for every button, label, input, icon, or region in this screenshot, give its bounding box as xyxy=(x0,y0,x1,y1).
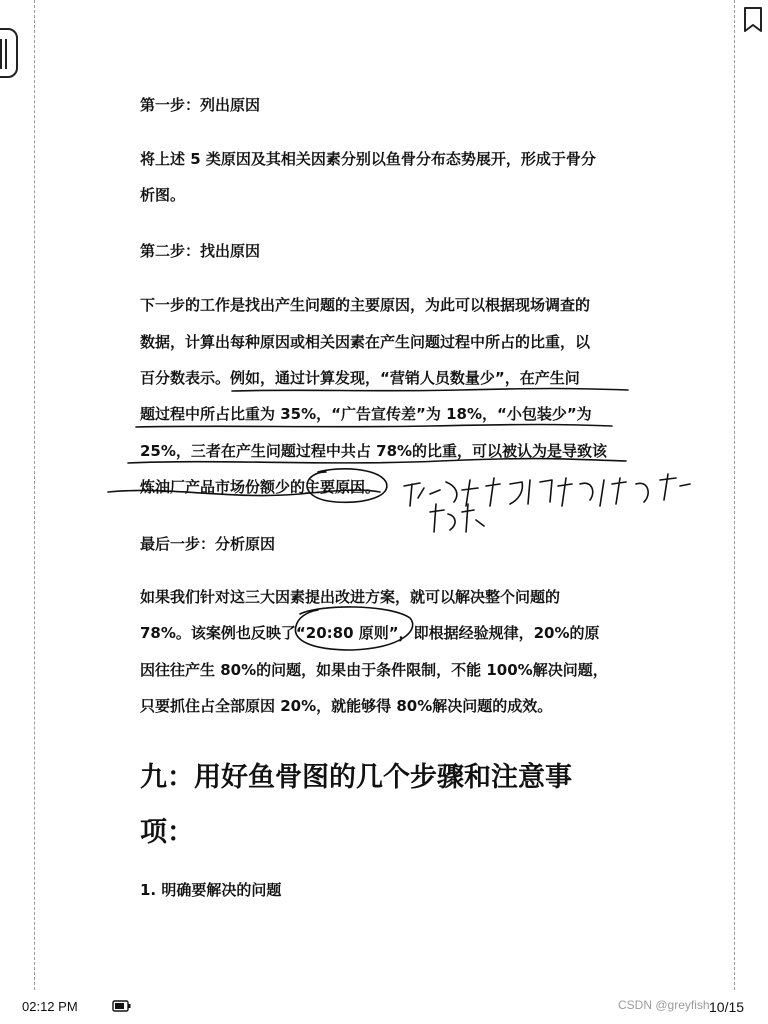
paragraph-line: 下一步的工作是找出产生问题的主要原因，为此可以根据现场调查的 xyxy=(140,296,591,314)
paragraph-line: 只要抓住占全部原因 20%，就能够得 80%解决问题的成效。 xyxy=(140,697,553,715)
paragraph-line: 析图。 xyxy=(140,186,186,204)
handwriting-note xyxy=(404,474,690,506)
left-margin-line xyxy=(34,0,35,990)
underline-stroke xyxy=(136,425,612,428)
step3-heading: 最后一步：分析原因 xyxy=(140,535,276,553)
sidebar-handle-icon xyxy=(0,39,8,69)
paragraph-line: 将上述 5 类原因及其相关因素分别以鱼骨分布态势展开，形成于骨分 xyxy=(140,150,596,168)
handwriting-note xyxy=(430,504,484,532)
paragraph-line: 25%，三者在产生问题过程中共占 78%的比重，可以被认为是导致该 xyxy=(140,442,608,460)
subsection-heading: 1. 明确要解决的问题 xyxy=(140,881,282,899)
step2-heading: 第二步：找出原因 xyxy=(140,242,261,260)
sidebar-handle-button[interactable] xyxy=(0,28,18,78)
paragraph-line: 数据，计算出每种原因或相关因素在产生问题过程中所占的比重，以 xyxy=(140,333,591,351)
section-title: 项： xyxy=(140,817,194,848)
bookmark-icon[interactable] xyxy=(742,6,764,34)
step1-heading: 第一步：列出原因 xyxy=(140,96,261,114)
paragraph-line: 题过程中所占比重为 35%，“广告宣传差”为 18%，“小包装少”为 xyxy=(140,405,592,423)
right-margin-line xyxy=(734,0,735,990)
paragraph-line: 炼油厂产品市场份额少的主要原因。 xyxy=(140,478,381,496)
page-indicator[interactable]: 10/15 xyxy=(709,999,745,1015)
paragraph-line: 如果我们针对这三大因素提出改进方案，就可以解决整个问题的 xyxy=(140,588,561,606)
section-title: 九：用好鱼骨图的几个步骤和注意事 xyxy=(140,762,572,793)
paragraph-line: 百分数表示。例如，通过计算发现，“营销人员数量少”，在产生问 xyxy=(140,369,580,387)
battery-icon xyxy=(112,1000,132,1012)
clock-time: 02:12 PM xyxy=(22,999,78,1014)
paragraph-line: 78%。该案例也反映了“20:80 原则”，即根据经验规律，20%的原 xyxy=(140,624,600,642)
underline-stroke xyxy=(232,389,628,392)
paragraph-line: 因往往产生 80%的问题，如果由于条件限制，不能 100%解决问题， xyxy=(140,661,608,679)
watermark: CSDN @greyfish xyxy=(618,998,710,1012)
